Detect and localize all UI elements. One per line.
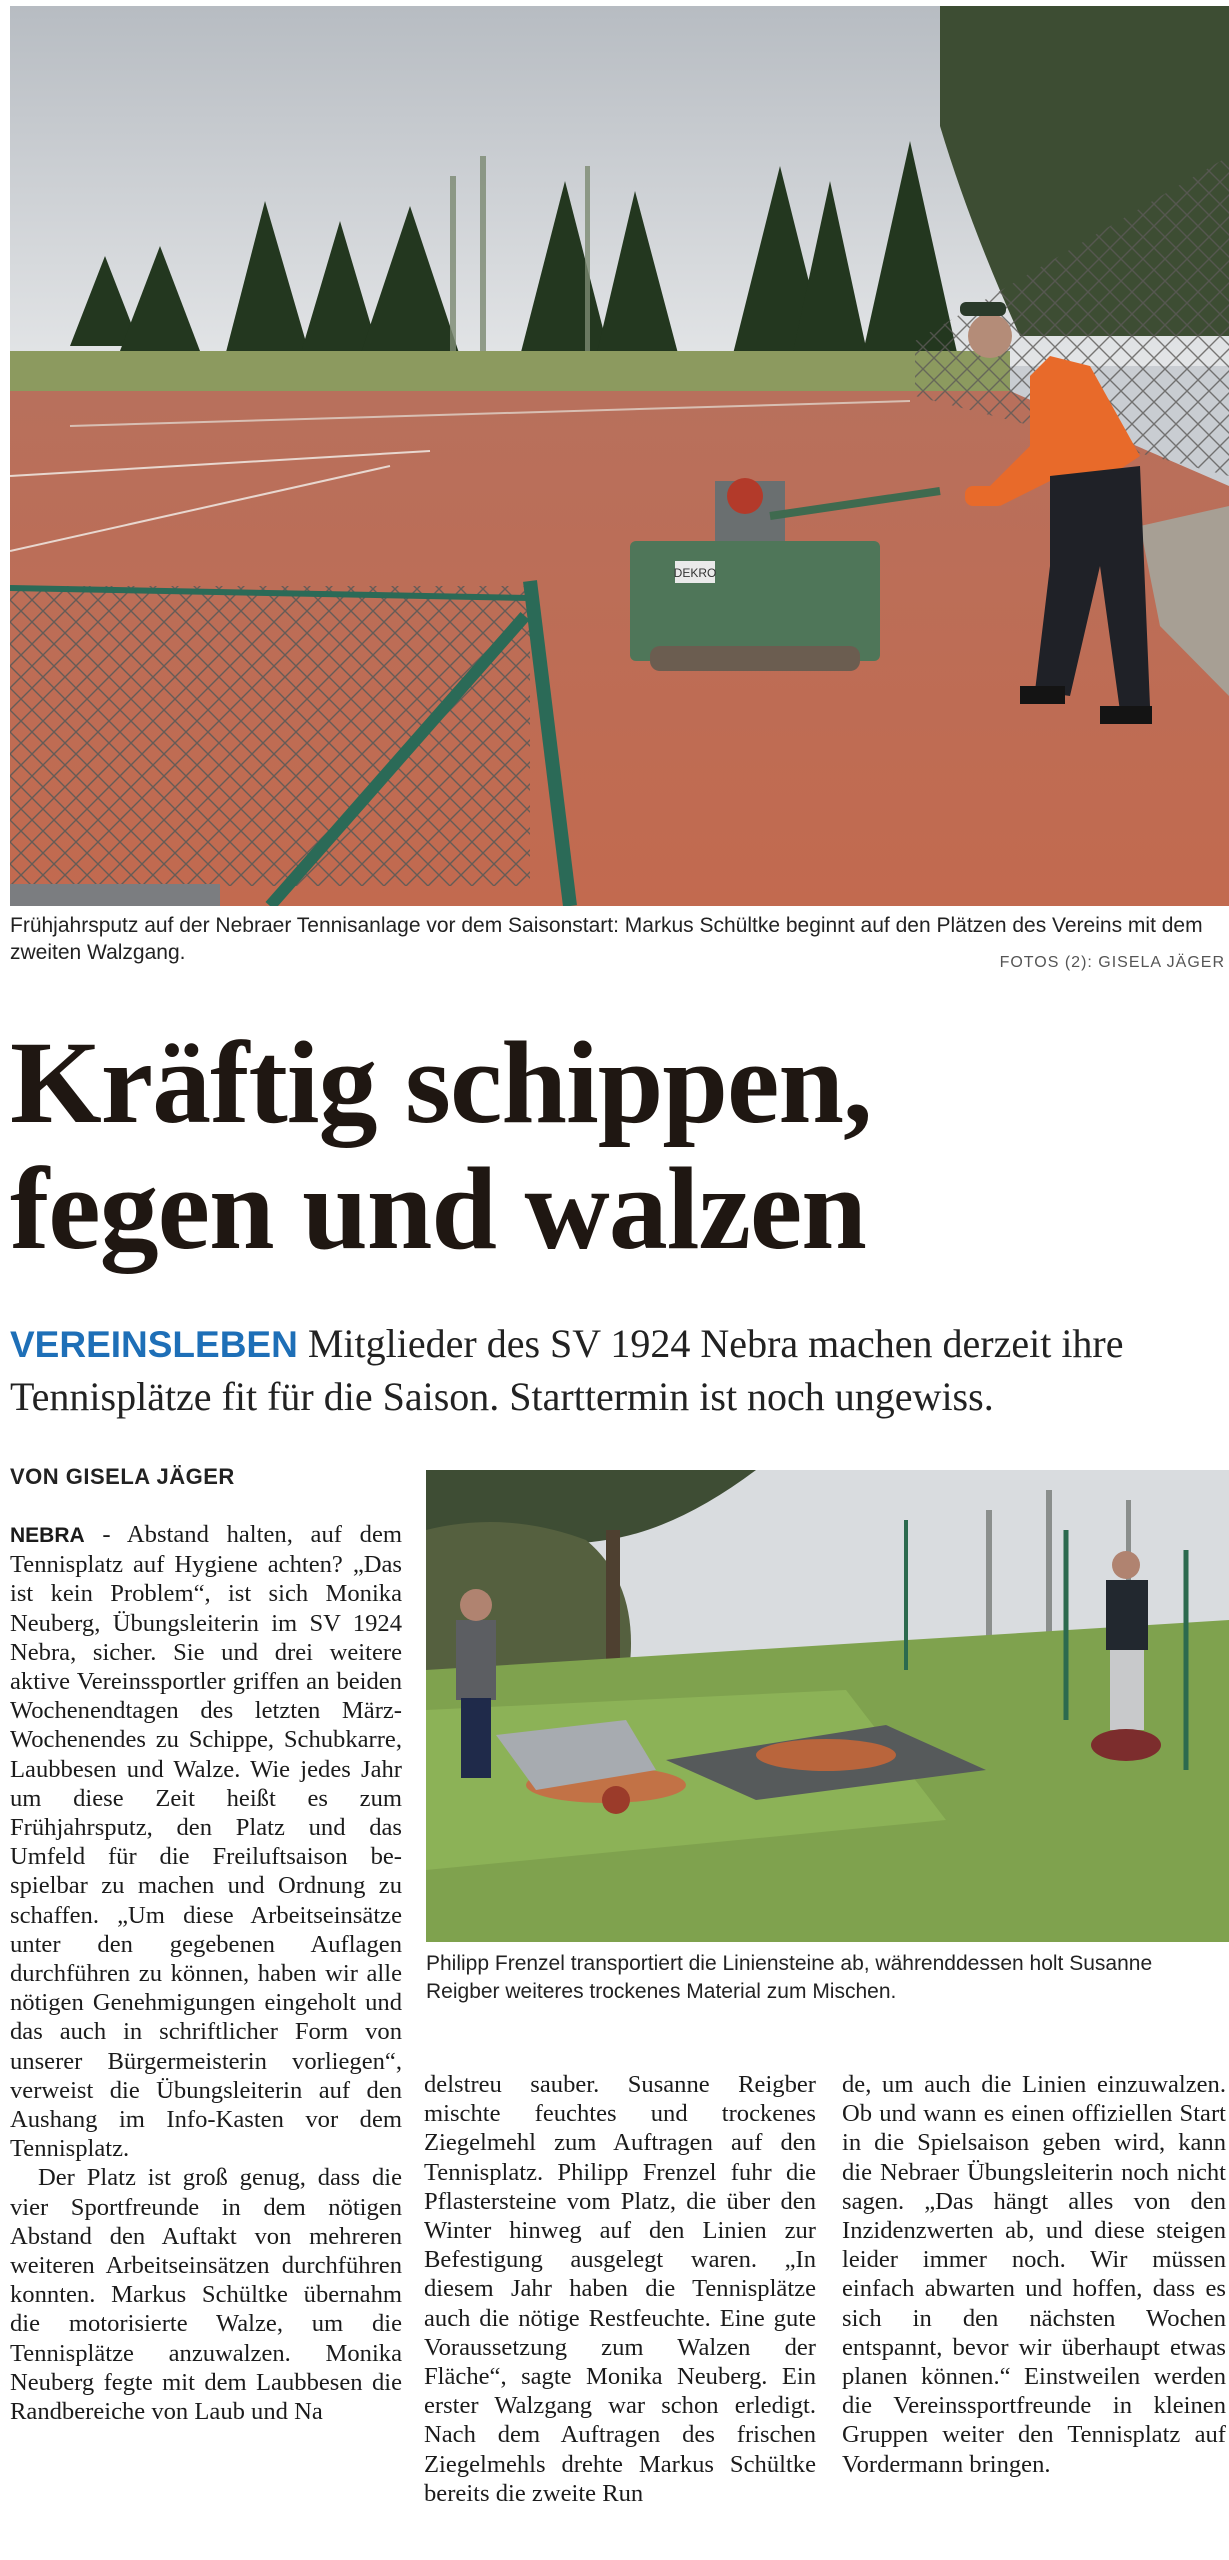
headline-line-1: Kräftig schippen, — [10, 1017, 872, 1148]
court-work-photo — [426, 1470, 1229, 1942]
deck-text: Mitglieder des SV 1924 Nebra machen derzeit ihre Tennisplätze fit für die Saison. Starttermin ist noch ungewiss. — [10, 1321, 1124, 1419]
article-paragraph: delstreu sauber. Susanne Reigber mischte feuchtes und trockenes Ziegelmehl zum Auftragen auf den Tennisplatz. Philipp Frenzel fuhr die Pflastersteine vom Platz, die über den Winter hinweg auf den Linien zur Befestigung ausgelegt waren. „In diesem Jahr haben die Tennisplätze auch die nötige Restfeuchte. Eine gute Voraussetzung zum Walzen der Fläche“, sagte Monika Neuberg. Ein erster Walzgang war schon erledigt. Nach dem Auftragen des frischen Ziegelmehls drehte Markus Schültke bereits die zweite Run — [424, 2071, 816, 2507]
photo-caption-2: Philipp Frenzel transportiert die Liniensteine ab, währenddessen holt Susanne Reigber weiteres trockenes Material zum Mischen. — [426, 1952, 1153, 2003]
article-paragraph: Der Platz ist groß genug, dass die vier Sportfreunde in dem nötigen Abstand den Auftakt von mehreren weiteren Arbeitseinsätzen durchführen konnten. Markus Schültke übernahm die motorisierte Walze, um die Tennisplätze anzuwalzen. Monika Neuberg fegte mit dem Laubbesen die Randbereiche von Laub und Na — [10, 2164, 402, 2426]
article-paragraph: de, um auch die Linien einzuwalzen. Ob und wann es einen offiziellen Start in die Spielsaison geben wird, kann die Nebraer Übungsleiterin noch nicht sagen. „Das hängt alles von den Inzidenzwerten ab, und diese steigen leider immer noch. Wir müssen einfach abwarten und hoffen, dass es sich in den nächsten Wochen entspannt, bevor wir überhaupt etwas planen können.“ Einstweilen werden die Vereinssportfreunde in kleinen Gruppen weiter den Tennisplatz auf Vordermann bringen. — [842, 2071, 1226, 2478]
byline: VON GISELA JÄGER — [10, 1464, 235, 1489]
section-kicker: VEREINSLEBEN — [10, 1324, 298, 1365]
paragraph-text: - Abstand halten, auf dem Tennisplatz auf Hygiene achten? „Das ist kein Problem“, ist sich Monika Neuberg, Übungsleiterin im SV 1924 Nebra, sicher. Sie und drei weitere aktive Vereinssportler griffen an beiden Wochenendtagen des letzten März-Wochenendes zu Schippe, Schubkarre, Laubbesen und Walze. Wie jedes Jahr um diese Zeit heißt es zum Frühjahrsputz, den Platz und das Umfeld für die Freiluftsaison bespielbar zu machen und Ordnung zu schaffen. „Um diese Arbeitseinsätze unter den gegebenen Auflagen durchführen zu können, haben wir alle nötigen Genehmigungen eingeholt und das auch in schriftlicher Form von unserer Bürgermeisterin vorliegen“, verweist die Übungsleiterin auf den Aushang im Info-Kasten vor dem Tennisplatz. — [10, 1521, 402, 2163]
tennis-court-illustration — [10, 6, 1229, 906]
court-work-illustration — [426, 1470, 1229, 1942]
roller-brand-label: DEKRO — [673, 566, 717, 580]
headline-line-2: fegen und walzen — [10, 1143, 866, 1274]
article-column-3 — [842, 2070, 1226, 2479]
article-paragraph — [10, 1520, 402, 2163]
deck — [10, 1318, 1225, 1423]
photo-caption: Frühjahrsputz auf der Nebraer Tennisanlage vor dem Saisonstart: Markus Schültke beginnt auf den Plätzen des Vereins mit dem zweiten Walzgang. — [10, 914, 1203, 964]
headline — [10, 1017, 1220, 1274]
dateline: NEBRA — [10, 1524, 85, 1547]
tennis-court-photo — [10, 6, 1229, 906]
photo-credit: FOTOS (2): GISELA JÄGER — [999, 954, 1225, 971]
article-column-2 — [424, 2070, 816, 2508]
article-column-1 — [10, 1520, 402, 2426]
